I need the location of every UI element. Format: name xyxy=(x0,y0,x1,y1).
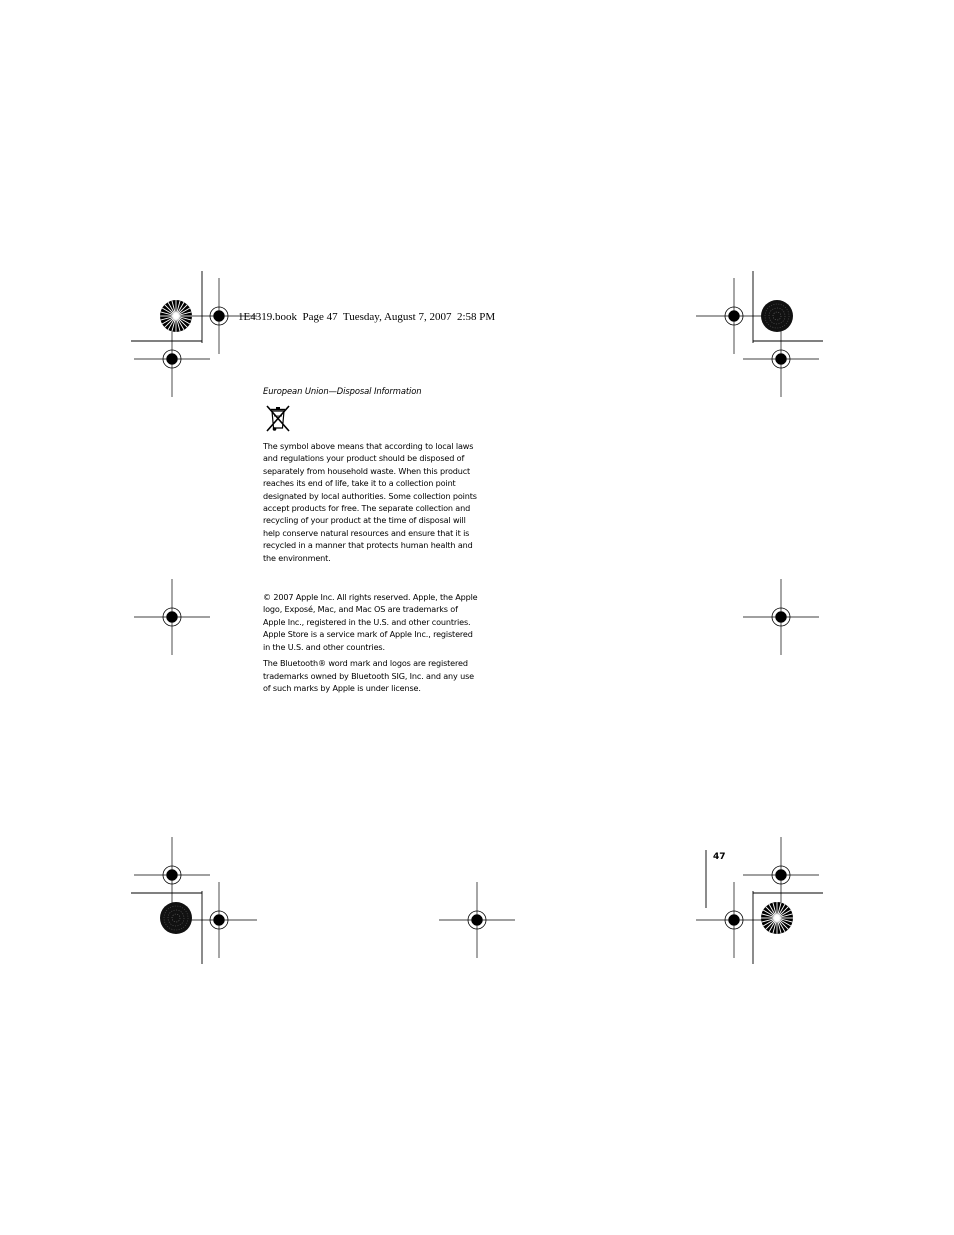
registration-mark xyxy=(743,837,819,913)
disposal-section xyxy=(263,385,481,694)
disposal-paragraph: The symbol above means that according to local laws and regulations your product should be disposed of separately from household waste. When this product reaches its end of life, take it to a collection point designated by local authorities. Some collection points accept products for free. The separate collection and recycling of your product at the time of disposal will help conserve natural resources and ensure that it is recycled in a manner that protects human health and the environment. xyxy=(263,441,477,563)
registration-mark xyxy=(743,579,819,655)
print-slug: 1E4319.book Page 47 Tuesday, August 7, 2007 2:58 PM xyxy=(238,311,496,323)
copyright-paragraph: © 2007 Apple Inc. All rights reserved. Apple, the Apple logo, Exposé, Mac, and Mac OS are trademarks of Apple Inc., registered in the U.S. and other countries. Apple Store is a service mark of Apple Inc., registered in the U.S. and other countries. xyxy=(263,592,478,652)
registration-mark xyxy=(134,837,210,913)
crossed-out-wheelie-bin-icon xyxy=(263,402,293,434)
dotted-disc-mark xyxy=(761,300,793,332)
starburst-mark xyxy=(761,902,793,934)
page-number: 47 xyxy=(713,852,726,862)
registration-mark xyxy=(696,278,772,354)
registration-mark xyxy=(134,579,210,655)
starburst-mark xyxy=(160,300,192,332)
registration-mark xyxy=(743,321,819,397)
bluetooth-trademark-paragraph: The Bluetooth® word mark and logos are registered trademarks owned by Bluetooth SIG, Inc. and any use of such marks by Apple is under license. xyxy=(263,658,474,693)
registration-mark xyxy=(439,882,515,958)
section-title: European Union—Disposal Information xyxy=(263,386,422,396)
registration-mark xyxy=(134,321,210,397)
dotted-disc-mark xyxy=(160,902,192,934)
